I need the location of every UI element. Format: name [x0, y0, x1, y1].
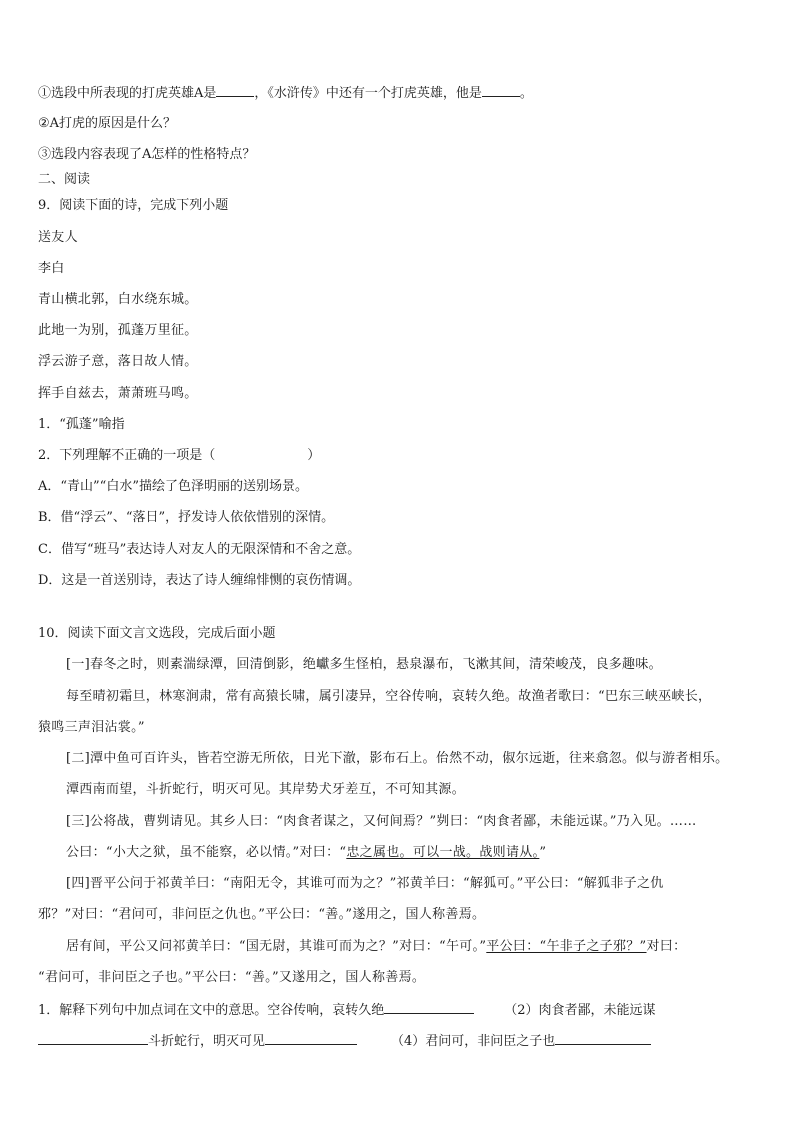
q10-sub1-text: 1．解释下列句中加点词在文中的意思。空谷传响，哀转久绝 — [38, 1003, 385, 1018]
answer-blank[interactable] — [555, 1031, 651, 1045]
passage-3b: 潭西南而望，斗折蛇行，明灭可见。其岸势犬牙差互，不可知其源。 — [66, 782, 466, 797]
q9-sub2-paren: ） — [307, 448, 321, 463]
q8-sub3: ③选段内容表现了A怎样的性格特点？ — [38, 147, 256, 162]
passage-6b: “君问可，非问臣之子也。”平公曰：“善。”又遂用之，国人称善焉。 — [38, 970, 426, 985]
passage-5b: 邪？”对曰：“君问可，非问臣之仇也。”平公曰：“善。”遂用之，国人称善焉。 — [38, 907, 486, 922]
poem-line: 浮云游子意，落日故人情。 — [38, 354, 198, 369]
passage-5a: [四]晋平公问于祁黄羊曰：“南阳无令，其谁可而为之？”祁黄羊曰：“解狐可。”平公曰：“解狐非子之仇 — [66, 876, 664, 891]
q9-sub1: 1．“孤蓬”喻指 — [38, 417, 125, 432]
option-b: B．借“浮云”、“落日”，抒发诗人依依惜别的深情。 — [38, 510, 335, 525]
passage-4a: [三]公将战，曹刿请见。其乡人曰：“肉食者谋之，又何间焉？”刿曰：“肉食者鄙，未能远谋。”乃入见。…… — [66, 814, 697, 829]
passage-4b-text: 公曰：“小大之狱，虽不能察，必以情。”对曰：“ — [66, 845, 347, 860]
answer-blank[interactable] — [384, 1000, 474, 1014]
option-d: D．这是一首送别诗，表达了诗人缠绵悱恻的哀伤情调。 — [38, 573, 361, 588]
poem-line: 挥手自兹去，萧萧班马鸣。 — [38, 386, 198, 401]
q10-sub1-item3: 斗折蛇行，明灭可见 — [148, 1034, 266, 1049]
option-a: A．“青山”“白水”描绘了色泽明丽的送别场景。 — [38, 479, 308, 494]
answer-blank[interactable] — [216, 83, 254, 97]
q10-sub1-item4: （4）君问可，非问臣之子也 — [391, 1034, 556, 1049]
q9-sub2-text: 2．下列理解不正确的一项是（ — [38, 448, 216, 463]
q8-sub1-text-b: ，《水浒传》中还有一个打虎英雄，他是 — [254, 86, 482, 101]
passage-6a-tail: 对曰： — [646, 939, 687, 954]
passage-6a-text: 居有间，平公又问祁黄羊曰：“国无尉，其谁可而为之？”对曰：“午可。” — [66, 939, 487, 954]
option-c: C．借写“班马”表达诗人对友人的无限深情和不舍之意。 — [38, 542, 361, 557]
q8-sub1-text-a: ①选段中所表现的打虎英雄A是 — [38, 86, 217, 101]
passage-1: [一]春冬之时，则素湍绿潭，回清倒影，绝巘多生怪柏，悬泉瀑布，飞漱其间，清荣峻茂，良多趣味。 — [66, 657, 662, 672]
underlined-sentence: 忠之属也。可以一战。战则请从。 — [346, 845, 540, 860]
underlined-sentence: 平公曰：“午非子之子邪？” — [486, 939, 647, 954]
q10-sub1-line2 — [38, 1031, 651, 1051]
passage-4b-quote: ” — [539, 845, 547, 860]
q8-sub1 — [38, 83, 533, 103]
answer-blank[interactable] — [38, 1031, 148, 1045]
q8-sub2: ②A打虎的原因是什么？ — [38, 116, 177, 131]
q10-sub1-item2: （2）肉食者鄙，未能远谋 — [504, 1003, 656, 1018]
q9-sub2 — [38, 447, 320, 465]
passage-3a: [二]潭中鱼可百许头，皆若空游无所依，日光下澈，影布石上。佁然不动，俶尔远逝，往来翕忽。似与游者相乐。 — [66, 751, 729, 766]
poem-line: 青山横北郭，白水绕东城。 — [38, 292, 198, 307]
poem-line: 此地一为别，孤蓬万里征。 — [38, 323, 198, 338]
q8-sub1-text-c: 。 — [519, 86, 533, 101]
passage-2b: 猿鸣三声泪沾裳。” — [38, 720, 145, 735]
passage-4b — [66, 844, 546, 862]
q10-stem: 10．阅读下面文言文选段，完成后面小题 — [38, 626, 276, 641]
passage-2a: 每至晴初霜旦，林寒涧肃，常有高猿长啸，属引凄异，空谷传响，哀转久绝。故渔者歌曰：“巴东三峡巫峡长， — [66, 689, 712, 704]
poem-title: 送友人 — [38, 230, 78, 245]
q10-sub1-line1 — [38, 1000, 656, 1020]
poem-author: 李白 — [38, 261, 65, 276]
q9-stem: 9．阅读下面的诗，完成下列小题 — [38, 198, 229, 213]
passage-6a — [66, 938, 686, 956]
answer-blank[interactable] — [482, 83, 520, 97]
answer-blank[interactable] — [265, 1031, 357, 1045]
section-title: 二、阅读 — [38, 172, 91, 187]
